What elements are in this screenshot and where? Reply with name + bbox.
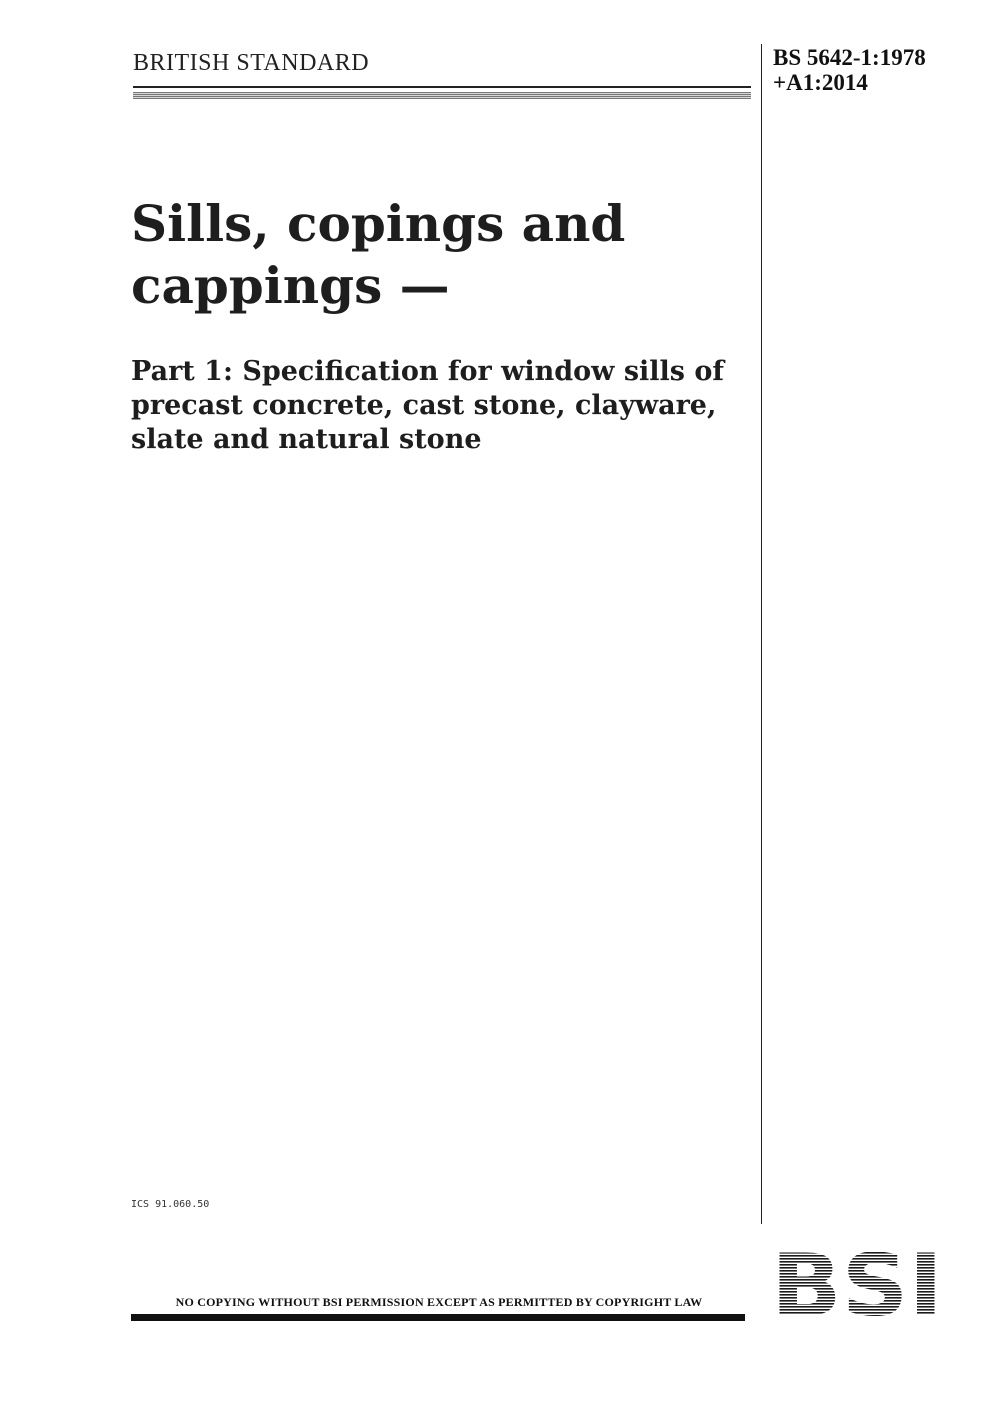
column-divider [761, 44, 762, 1224]
standard-amendment: +A1:2014 [773, 70, 868, 95]
subtitle-line-2: precast concrete, cast stone, clayware, [131, 390, 717, 421]
header-rule [133, 86, 751, 88]
document-type-label: BRITISH STANDARD [133, 50, 370, 76]
ics-code: ICS 91.060.50 [131, 1199, 210, 1210]
svg-text:BSI: BSI [771, 1243, 943, 1321]
standard-number-main: BS 5642-1:1978 [773, 45, 926, 70]
document-title [131, 193, 625, 317]
subtitle-line-1: Part 1: Specification for window sills of [131, 356, 725, 387]
bsi-logo-icon [769, 1243, 945, 1321]
standard-number [773, 45, 926, 95]
header-hatched-band [133, 92, 751, 99]
title-line-1: Sills, copings and [131, 194, 626, 253]
document-subtitle [131, 355, 724, 457]
subtitle-line-3: slate and natural stone [131, 424, 482, 455]
title-line-2: cappings — [131, 256, 450, 315]
footer-rule [131, 1314, 745, 1321]
copyright-notice: NO COPYING WITHOUT BSI PERMISSION EXCEPT AS PERMITTED BY COPYRIGHT LAW [175, 1295, 703, 1309]
